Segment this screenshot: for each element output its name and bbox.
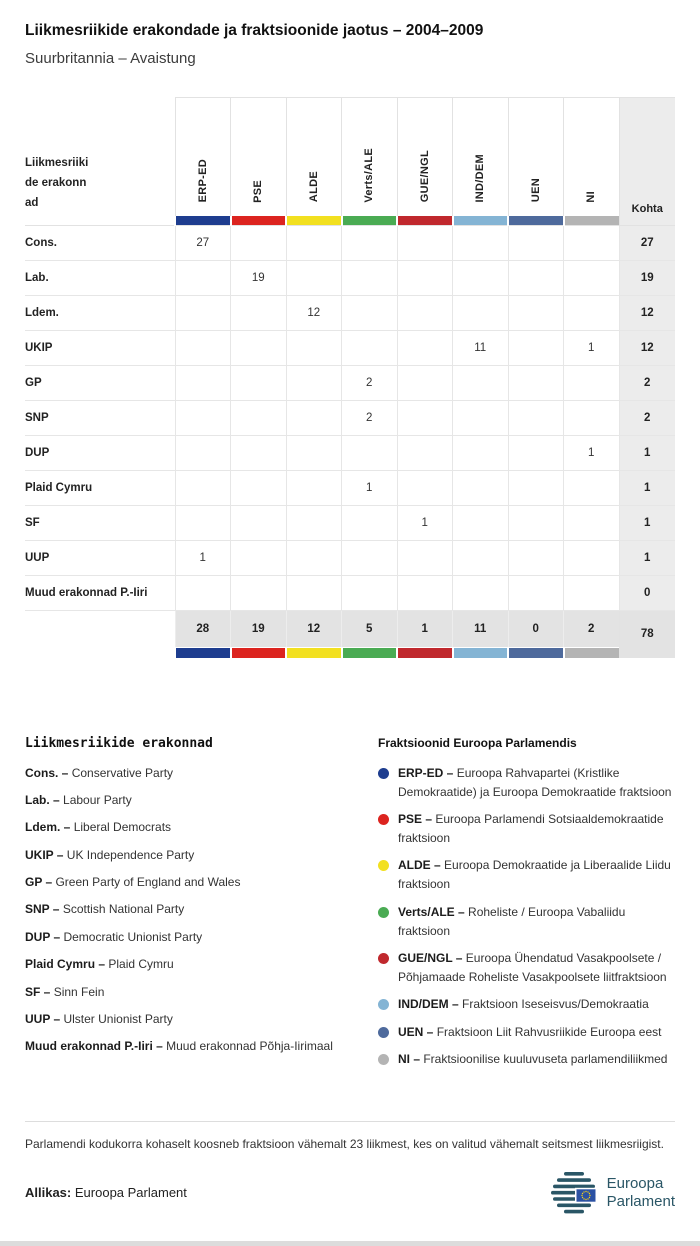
- faction-column-header: [564, 98, 620, 216]
- faction-legend-item: [378, 856, 675, 894]
- faction-column-label: NI: [585, 190, 598, 203]
- source-label: Allikas:: [25, 1185, 72, 1201]
- value-cell: [453, 576, 509, 611]
- value-cell: [175, 436, 231, 471]
- value-cell: 2: [342, 401, 398, 436]
- value-cell: [342, 506, 398, 541]
- faction-abbr: ERP-ED –: [398, 765, 457, 780]
- faction-color-strip: [397, 648, 453, 658]
- faction-full-name: Euroopa Parlamendi Sotsiaaldemokraatide fraktsioon: [398, 811, 664, 846]
- faction-abbr: NI –: [398, 1051, 424, 1066]
- table-body: [25, 226, 675, 658]
- party-abbr: GP –: [25, 875, 56, 890]
- ep-logo-line2: Parlament: [606, 1192, 675, 1210]
- faction-legend-title: Fraktsioonid Euroopa Parlamendis: [378, 735, 577, 750]
- value-cell: [286, 436, 342, 471]
- party-abbr: Cons. –: [25, 765, 72, 780]
- seats-total-cell: 1: [619, 471, 675, 506]
- party-legend: [25, 736, 378, 1077]
- value-cell: [397, 576, 453, 611]
- value-cell: [175, 471, 231, 506]
- faction-legend-text: [398, 1050, 667, 1069]
- seats-total-cell: 27: [619, 226, 675, 261]
- seats-total-cell: 1: [619, 541, 675, 576]
- faction-column-header: [286, 98, 342, 216]
- party-abbr: DUP –: [25, 929, 64, 944]
- faction-column-header: [397, 98, 453, 216]
- faction-legend-text: [398, 764, 675, 802]
- value-cell: [453, 226, 509, 261]
- value-cell: [397, 331, 453, 366]
- faction-color-strip: [342, 216, 398, 226]
- faction-full-name: Fraktsioonilise kuuluvuseta parlamendiliikmed: [423, 1051, 668, 1066]
- value-cell: [564, 576, 620, 611]
- faction-color-strip: [397, 216, 453, 226]
- party-full-name: Green Party of England and Wales: [55, 875, 241, 890]
- value-cell: [231, 576, 287, 611]
- value-cell: [564, 541, 620, 576]
- ep-logo-wordmark: [607, 1175, 675, 1211]
- faction-legend-text: [398, 1023, 661, 1042]
- distribution-table: [25, 97, 675, 658]
- party-abbr: Muud erakonnad P.-Iiri –: [25, 1039, 167, 1054]
- party-abbr: Plaid Cymru –: [25, 957, 109, 972]
- table-header-row: [25, 98, 675, 216]
- faction-color-strip: [342, 648, 398, 658]
- party-full-name: Ulster Unionist Party: [63, 1012, 173, 1027]
- table-row: [25, 576, 675, 611]
- ep-hemicycle-icon: [551, 1172, 597, 1214]
- value-cell: [453, 471, 509, 506]
- faction-legend-item: [378, 903, 675, 941]
- value-cell: [231, 366, 287, 401]
- faction-total-cell: 19: [231, 611, 287, 648]
- faction-column-label: IND/DEM: [474, 153, 487, 203]
- value-cell: [175, 296, 231, 331]
- value-cell: [231, 226, 287, 261]
- value-cell: [508, 506, 564, 541]
- value-cell: [286, 471, 342, 506]
- faction-color-strip: [286, 648, 342, 658]
- value-cell: [175, 576, 231, 611]
- party-legend-title: Liikmesriikide erakonnad: [25, 735, 213, 751]
- faction-legend-item: [378, 810, 675, 848]
- faction-total-cell: 2: [564, 611, 620, 648]
- faction-total-cell: 28: [175, 611, 231, 648]
- value-cell: [508, 401, 564, 436]
- value-cell: [508, 366, 564, 401]
- value-cell: [508, 331, 564, 366]
- party-name-cell: UUP: [25, 541, 175, 576]
- value-cell: [286, 541, 342, 576]
- faction-color-strip: [175, 216, 231, 226]
- value-cell: 12: [286, 296, 342, 331]
- table-row: [25, 261, 675, 296]
- faction-legend-item: [378, 1023, 675, 1042]
- value-cell: [508, 436, 564, 471]
- seats-column-header: Kohta: [619, 98, 675, 226]
- faction-total-cell: 5: [342, 611, 398, 648]
- source-line: [25, 1185, 187, 1200]
- value-cell: [342, 296, 398, 331]
- faction-legend: [378, 736, 675, 1077]
- seats-total-cell: 12: [619, 296, 675, 331]
- faction-abbr: ALDE –: [398, 858, 445, 873]
- value-cell: [231, 541, 287, 576]
- party-abbr: Ldem. –: [25, 820, 74, 835]
- value-cell: [397, 366, 453, 401]
- value-cell: [564, 506, 620, 541]
- party-abbr: UKIP –: [25, 847, 67, 862]
- party-name-cell: Ldem.: [25, 296, 175, 331]
- value-cell: [175, 366, 231, 401]
- party-full-name: Liberal Democrats: [73, 820, 172, 835]
- faction-color-dot: [378, 907, 389, 918]
- value-cell: [286, 366, 342, 401]
- party-abbr: SNP –: [25, 902, 63, 917]
- value-cell: [342, 261, 398, 296]
- value-cell: 11: [453, 331, 509, 366]
- grand-total-cell: 78: [619, 611, 675, 658]
- value-cell: [286, 576, 342, 611]
- value-cell: 2: [342, 366, 398, 401]
- value-cell: [453, 401, 509, 436]
- table-row: [25, 296, 675, 331]
- faction-legend-text: [398, 995, 649, 1014]
- value-cell: [175, 331, 231, 366]
- party-name-cell: Muud erakonnad P.-Iiri: [25, 576, 175, 611]
- faction-legend-text: [398, 949, 675, 987]
- party-legend-item: [25, 901, 378, 918]
- faction-color-strip: [564, 216, 620, 226]
- ep-logo-line1: Euroopa: [606, 1174, 664, 1192]
- party-legend-item: [25, 792, 378, 809]
- value-cell: [286, 506, 342, 541]
- value-cell: [508, 471, 564, 506]
- party-legend-item: [25, 929, 378, 946]
- faction-column-label: ALDE: [307, 171, 320, 203]
- faction-full-name: Euroopa Rahvapartei (Kristlike Demokraatide) ja Euroopa Demokraatide fraktsioon: [398, 765, 672, 799]
- value-cell: 1: [397, 506, 453, 541]
- value-cell: [397, 226, 453, 261]
- value-cell: [453, 296, 509, 331]
- value-cell: [397, 436, 453, 471]
- party-name-cell: SF: [25, 506, 175, 541]
- faction-color-strip: [564, 648, 620, 658]
- value-cell: [564, 366, 620, 401]
- totals-row: [25, 611, 675, 648]
- faction-color-strip: [453, 648, 509, 658]
- totals-blank-cell: [25, 611, 175, 648]
- value-cell: [342, 226, 398, 261]
- value-cell: [286, 401, 342, 436]
- party-full-name: Labour Party: [63, 792, 132, 807]
- party-legend-list: [25, 765, 378, 1056]
- faction-legend-text: [398, 810, 675, 848]
- faction-color-dot: [378, 768, 389, 779]
- value-cell: [342, 331, 398, 366]
- faction-column-header: [175, 98, 231, 216]
- faction-full-name: Euroopa Ühendatud Vasakpoolsete / Põhjamaade Roheliste Vasakpoolsete liitfraktsioon: [398, 951, 667, 985]
- value-cell: [286, 226, 342, 261]
- faction-column-label: Verts/ALE: [363, 147, 376, 203]
- faction-abbr: GUE/NGL –: [398, 951, 466, 965]
- faction-column-header: [231, 98, 287, 216]
- value-cell: [508, 576, 564, 611]
- party-legend-item: [25, 765, 378, 782]
- faction-color-dot: [378, 814, 389, 825]
- strip-blank-cell: [25, 648, 175, 658]
- value-cell: 1: [564, 436, 620, 471]
- faction-column-header: [342, 98, 398, 216]
- faction-color-strip: [508, 648, 564, 658]
- faction-column-label: ERP-ED: [196, 159, 209, 203]
- party-name-cell: DUP: [25, 436, 175, 471]
- party-full-name: Scottish National Party: [62, 902, 185, 917]
- party-legend-item: [25, 1011, 378, 1028]
- faction-legend-item: [378, 1050, 675, 1069]
- faction-color-dot: [378, 1027, 389, 1038]
- value-cell: [453, 436, 509, 471]
- value-cell: [286, 261, 342, 296]
- seats-total-cell: 1: [619, 436, 675, 471]
- faction-full-name: Fraktsioon Liit Rahvusriikide Euroopa eest: [436, 1024, 662, 1039]
- faction-color-dot: [378, 953, 389, 964]
- value-cell: [564, 401, 620, 436]
- party-full-name: Conservative Party: [71, 765, 174, 780]
- value-cell: [397, 401, 453, 436]
- seats-total-cell: 2: [619, 366, 675, 401]
- table-row: [25, 331, 675, 366]
- faction-legend-item: [378, 949, 675, 987]
- faction-legend-list: [378, 764, 675, 1069]
- value-cell: [175, 261, 231, 296]
- value-cell: [453, 366, 509, 401]
- party-name-cell: UKIP: [25, 331, 175, 366]
- table-row: [25, 471, 675, 506]
- faction-legend-item: [378, 764, 675, 802]
- faction-abbr: IND/DEM –: [398, 997, 463, 1012]
- value-cell: [175, 401, 231, 436]
- party-name-cell: SNP: [25, 401, 175, 436]
- table-row: [25, 366, 675, 401]
- ep-logo: [551, 1172, 675, 1214]
- value-cell: [453, 541, 509, 576]
- value-cell: 1: [564, 331, 620, 366]
- party-legend-item: [25, 956, 378, 973]
- party-legend-item: [25, 984, 378, 1001]
- seats-total-cell: 0: [619, 576, 675, 611]
- value-cell: [286, 331, 342, 366]
- value-cell: [231, 436, 287, 471]
- seats-total-cell: 12: [619, 331, 675, 366]
- value-cell: [508, 541, 564, 576]
- value-cell: [453, 261, 509, 296]
- faction-color-dot: [378, 1054, 389, 1065]
- faction-column-header: [508, 98, 564, 216]
- footnote: Parlamendi kodukorra kohaselt koosneb fraktsioon vähemalt 23 liikmest, kes on valitud vähemalt seitsmest liikmesriigist.: [25, 1121, 675, 1154]
- table-head: [25, 98, 675, 226]
- value-cell: [564, 296, 620, 331]
- faction-color-dot: [378, 999, 389, 1010]
- party-legend-item: [25, 1038, 378, 1055]
- value-cell: [231, 401, 287, 436]
- value-cell: [397, 296, 453, 331]
- value-cell: [397, 471, 453, 506]
- value-cell: [231, 471, 287, 506]
- party-full-name: Muud erakonnad Põhja-Iirimaal: [166, 1039, 333, 1054]
- value-cell: 19: [231, 261, 287, 296]
- party-legend-item: [25, 847, 378, 864]
- faction-column-label: PSE: [252, 179, 265, 203]
- faction-legend-text: [398, 856, 675, 894]
- value-cell: [564, 261, 620, 296]
- value-cell: [231, 506, 287, 541]
- value-cell: [342, 576, 398, 611]
- faction-column-label: GUE/NGL: [418, 150, 431, 203]
- legend-section: [25, 736, 675, 1077]
- value-cell: [508, 226, 564, 261]
- value-cell: [342, 541, 398, 576]
- faction-full-name: Roheliste / Euroopa Vabaliidu fraktsioon: [398, 904, 626, 938]
- value-cell: [342, 436, 398, 471]
- table-row: [25, 226, 675, 261]
- faction-color-strip: [175, 648, 231, 658]
- faction-legend-item: [378, 995, 675, 1014]
- page-title: Liikmesriikide erakondade ja fraktsioonide jaotus – 2004–2009: [25, 22, 484, 39]
- faction-abbr: PSE –: [398, 811, 436, 826]
- party-full-name: Democratic Unionist Party: [63, 929, 203, 944]
- value-cell: [397, 261, 453, 296]
- table-row: [25, 506, 675, 541]
- faction-color-strip: [231, 216, 287, 226]
- value-cell: [175, 506, 231, 541]
- party-name-cell: Plaid Cymru: [25, 471, 175, 506]
- color-strip-row-bottom: [25, 648, 675, 658]
- value-cell: 1: [175, 541, 231, 576]
- party-legend-item: [25, 874, 378, 891]
- faction-color-dot: [378, 860, 389, 871]
- faction-full-name: Euroopa Demokraatide ja Liberaalide Liidu fraktsioon: [398, 858, 671, 892]
- faction-color-strip: [286, 216, 342, 226]
- value-cell: [397, 541, 453, 576]
- faction-total-cell: 1: [397, 611, 453, 648]
- value-cell: 27: [175, 226, 231, 261]
- faction-total-cell: 11: [453, 611, 509, 648]
- party-name-cell: GP: [25, 366, 175, 401]
- faction-total-cell: 0: [508, 611, 564, 648]
- value-cell: [564, 226, 620, 261]
- table-row: [25, 401, 675, 436]
- faction-abbr: UEN –: [398, 1024, 437, 1039]
- page-subtitle: Suurbritannia – Avaistung: [25, 50, 196, 67]
- faction-total-cell: 12: [286, 611, 342, 648]
- source-value: Euroopa Parlament: [74, 1185, 187, 1201]
- faction-color-strip: [508, 216, 564, 226]
- table-row: [25, 541, 675, 576]
- party-name-cell: Cons.: [25, 226, 175, 261]
- party-full-name: Plaid Cymru: [108, 957, 174, 972]
- eu-flag-icon: [575, 1187, 597, 1202]
- faction-abbr: Verts/ALE –: [398, 904, 469, 919]
- party-abbr: Lab. –: [25, 792, 64, 807]
- seats-total-cell: 19: [619, 261, 675, 296]
- row-header-label: Liikmesriikide erakonnad: [25, 98, 175, 226]
- faction-color-strip: [231, 648, 287, 658]
- bottom-bar: [0, 1241, 700, 1246]
- party-abbr: UUP –: [25, 1012, 64, 1027]
- table-row: [25, 436, 675, 471]
- value-cell: [231, 331, 287, 366]
- party-legend-item: [25, 819, 378, 836]
- value-cell: [564, 471, 620, 506]
- value-cell: [231, 296, 287, 331]
- footer: [25, 1172, 675, 1214]
- value-cell: [453, 506, 509, 541]
- seats-total-cell: 2: [619, 401, 675, 436]
- faction-color-strip: [453, 216, 509, 226]
- party-full-name: UK Independence Party: [66, 847, 195, 862]
- seats-total-cell: 1: [619, 506, 675, 541]
- faction-full-name: Fraktsioon Iseseisvus/Demokraatia: [462, 997, 649, 1012]
- value-cell: [508, 296, 564, 331]
- party-name-cell: Lab.: [25, 261, 175, 296]
- value-cell: [508, 261, 564, 296]
- faction-legend-text: [398, 903, 675, 941]
- party-abbr: SF –: [25, 984, 54, 999]
- value-cell: 1: [342, 471, 398, 506]
- faction-column-label: UEN: [529, 178, 542, 203]
- faction-column-header: [453, 98, 509, 216]
- party-full-name: Sinn Fein: [53, 984, 105, 999]
